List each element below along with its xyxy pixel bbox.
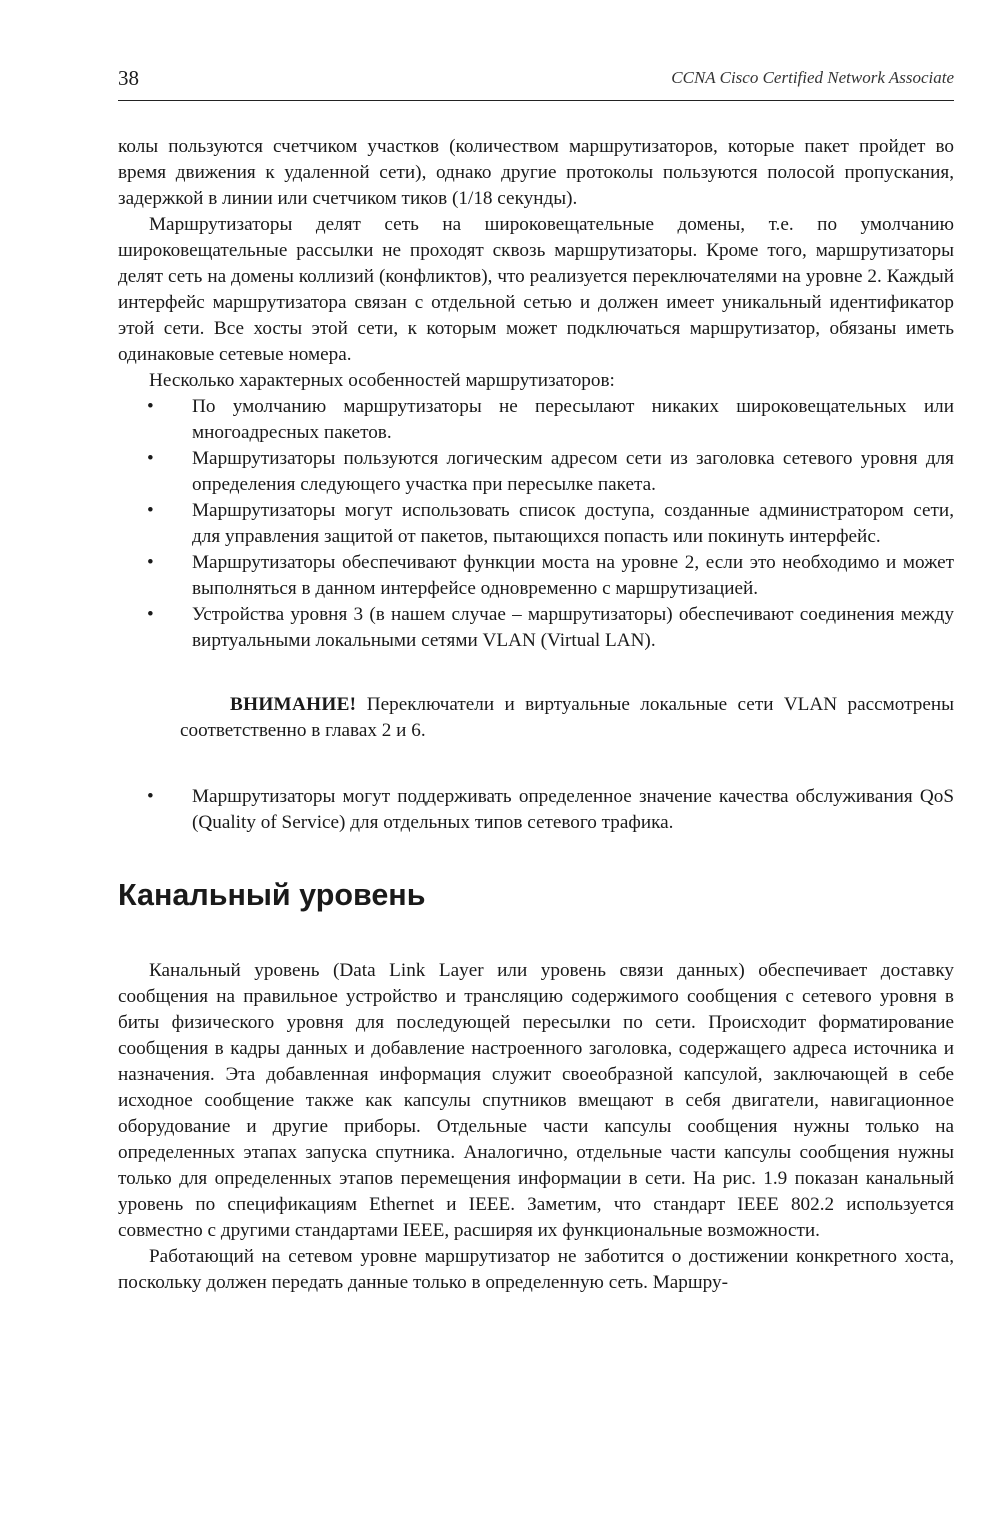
notice-label: ВНИМАНИЕ!: [230, 694, 357, 715]
page-body: [118, 134, 954, 1296]
router-features-list: [118, 394, 954, 654]
section-heading: Канальный уровень: [118, 878, 426, 912]
list-item: [118, 550, 954, 602]
list-item-text: Устройства уровня 3 (в нашем случае – маршрутизаторы) обеспечивают соединения между виртуальными локальными сетями VLAN (Virtual LAN).: [192, 604, 954, 651]
notice-text: Переключатели и виртуальные локальные сети VLAN рассмотрены соответственно в главах 2 и 6.: [180, 694, 954, 741]
running-title: CCNA Cisco Certified Network Associate: [671, 68, 954, 87]
list-item-text: Маршрутизаторы пользуются логическим адресом сети из заголовка сетевого уровня для определения следующего участка при пересылке пакета.: [192, 448, 954, 495]
paragraph-broadcast-domains: Маршрутизаторы делят сеть на широковещательные домены, т.е. по умолчанию широковещательные рассылки не проходят сквозь маршрутизаторы. Кроме того, маршрутизаторы делят сеть на домены коллизий (конфликтов), что реализуется переключателями на уровне 2. Каждый интерфейс маршрутизатора связан с отдельной сетью и должен имеет уникальный идентификатор этой сети. Все хосты этой сети, к которым может подключаться маршрутизатор, обязаны иметь одинаковые сетевые номера.: [118, 214, 954, 365]
list-item-text: По умолчанию маршрутизаторы не пересылают никаких широковещательных или многоадресных пакетов.: [192, 396, 954, 443]
bullet-icon: •: [147, 396, 154, 417]
list-item-text: Маршрутизаторы могут поддерживать определенное значение качества обслуживания QoS (Quality of Service) для отдельных типов сетевого трафика.: [192, 786, 954, 833]
bullet-icon: •: [147, 500, 154, 521]
paragraph-data-link-layer: Канальный уровень (Data Link Layer или уровень связи данных) обеспечивает доставку сообщения на правильное устройство и трансляцию содержимого сообщения с сетевого уровня в биты физического уровня для последующей пересылки по сети. Происходит форматирование сообщения в кадры данных и добавление настроенного заголовка, содержащего адреса источника и назначения. Эта добавленная информация служит своеобразной капсулой, заключающей в себе исходное сообщение также как капсулы спутников вмещают в себя двигатели, навигационное оборудование и другие приборы. Отдельные части капсулы сообщения нужны только на определенных этапах запуска спутника. Аналогично, отдельные части капсулы сообщения нужны только для определенных этапов перемещения информации в сети. На рис. 1.9 показан канальный уровень по спецификациям Ethernet и IEEE. Заметим, что стандарт IEEE 802.2 используется совместно с другими стандартами IEEE, расширяя их функциональные возможности.: [118, 960, 954, 1241]
list-item: [118, 446, 954, 498]
page-number: 38: [118, 66, 139, 90]
list-item: [118, 602, 954, 654]
list-item-text: Маршрутизаторы обеспечивают функции моста на уровне 2, если это необходимо и может выполняться в данном интерфейсе одновременно с маршрутизацией.: [192, 552, 954, 599]
paragraph-router-network: Работающий на сетевом уровне маршрутизатор не заботится о достижении конкретного хоста, поскольку должен передать данные только в определенную сеть. Маршру-: [118, 1246, 954, 1293]
notice-box: [180, 692, 954, 744]
list-item: [118, 498, 954, 550]
bullet-icon: •: [147, 448, 154, 469]
paragraph-list-intro: Несколько характерных особенностей маршрутизаторов:: [149, 370, 615, 391]
paragraph-continued: колы пользуются счетчиком участков (количеством маршрутизаторов, которые пакет пройдет во время движения к удаленной сети), однако другие протоколы пользуются полосой пропускания, задержкой в линии или счетчиком тиков (1/18 секунды).: [118, 136, 954, 209]
bullet-icon: •: [147, 604, 154, 625]
list-item: [118, 394, 954, 446]
bullet-icon: •: [147, 552, 154, 573]
list-item: [118, 784, 954, 836]
list-item-text: Маршрутизаторы могут использовать список доступа, созданные администратором сети, для управления защитой от пакетов, пытающихся попасть или покинуть интерфейс.: [192, 500, 954, 547]
bullet-icon: •: [147, 786, 154, 807]
page-header: [118, 66, 954, 101]
router-features-list-continued: [118, 784, 954, 836]
